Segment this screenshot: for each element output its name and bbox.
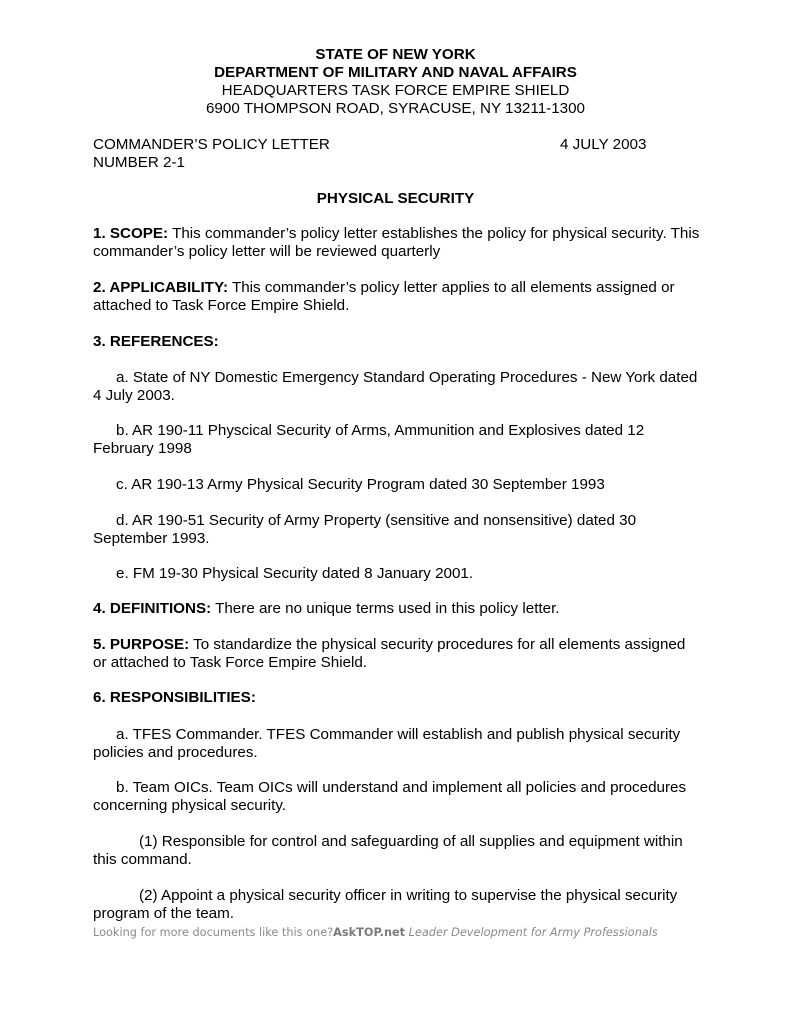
section-definitions (93, 600, 703, 618)
header-department: DEPARTMENT OF MILITARY AND NAVAL AFFAIRS (214, 64, 577, 81)
applicability-heading: 2. APPLICABILITY: (93, 279, 229, 296)
reference-b: b. AR 190-11 Physcical Security of Arms, Ammunition and Explosives dated 12 February 1998 (93, 422, 645, 457)
reference-c: c. AR 190-13 Army Physical Security Program dated 30 September 1993 (116, 476, 605, 493)
responsibility-b: b. Team OICs. Team OICs will understand and implement all policies and procedures concerning physical security. (93, 779, 687, 814)
footer-tagline: Leader Development for Army Professionals (405, 926, 658, 939)
letter-type: COMMANDER’S POLICY LETTER (93, 136, 330, 153)
purpose-heading: 5. PURPOSE: (93, 636, 190, 653)
reference-a: a. State of NY Domestic Emergency Standard Operating Procedures - New York dated 4 July 2003. (93, 369, 698, 404)
definitions-text: There are no unique terms used in this policy letter. (211, 600, 560, 617)
header-state: STATE OF NEW YORK (315, 46, 476, 63)
reference-d: d. AR 190-51 Security of Army Property (sensitive and nonsensitive) dated 30 September 1993. (93, 512, 637, 547)
scope-text: This commander’s policy letter establishes the policy for physical security. This commander’s policy letter will be reviewed quarterly (93, 225, 700, 260)
section-applicability (93, 279, 703, 315)
definitions-heading: 4. DEFINITIONS: (93, 600, 212, 617)
section-purpose (93, 636, 703, 672)
footer-site-link[interactable]: AskTOP.net (333, 926, 406, 939)
applicability-text: This commander’s policy letter applies to all elements assigned or attached to Task Force Empire Shield. (93, 279, 675, 314)
footer-prefix: Looking for more documents like this one? (93, 926, 334, 939)
responsibility-b2: (2) Appoint a physical security officer in writing to supervise the physical security program of the team. (93, 887, 678, 922)
references-heading: 3. REFERENCES: (93, 333, 219, 350)
footer-banner[interactable] (93, 924, 658, 942)
section-scope (93, 225, 703, 261)
purpose-text: To standardize the physical security procedures for all elements assigned or attached to Task Force Empire Shield. (93, 636, 686, 671)
reference-e: e. FM 19-30 Physical Security dated 8 January 2001. (116, 565, 474, 582)
responsibility-b1: (1) Responsible for control and safeguarding of all supplies and equipment within this command. (93, 833, 683, 868)
header-headquarters: HEADQUARTERS TASK FORCE EMPIRE SHIELD (221, 82, 570, 99)
responsibility-a: a. TFES Commander. TFES Commander will establish and publish physical security policies and procedures. (93, 726, 681, 761)
scope-heading: 1. SCOPE: (93, 225, 169, 242)
letter-title: PHYSICAL SECURITY (316, 190, 475, 207)
responsibilities-heading: 6. RESPONSIBILITIES: (93, 689, 256, 706)
header-address: 6900 THOMPSON ROAD, SYRACUSE, NY 13211-1300 (205, 100, 585, 117)
letter-date: 4 JULY 2003 (560, 136, 647, 153)
letter-number: NUMBER 2-1 (93, 154, 185, 171)
